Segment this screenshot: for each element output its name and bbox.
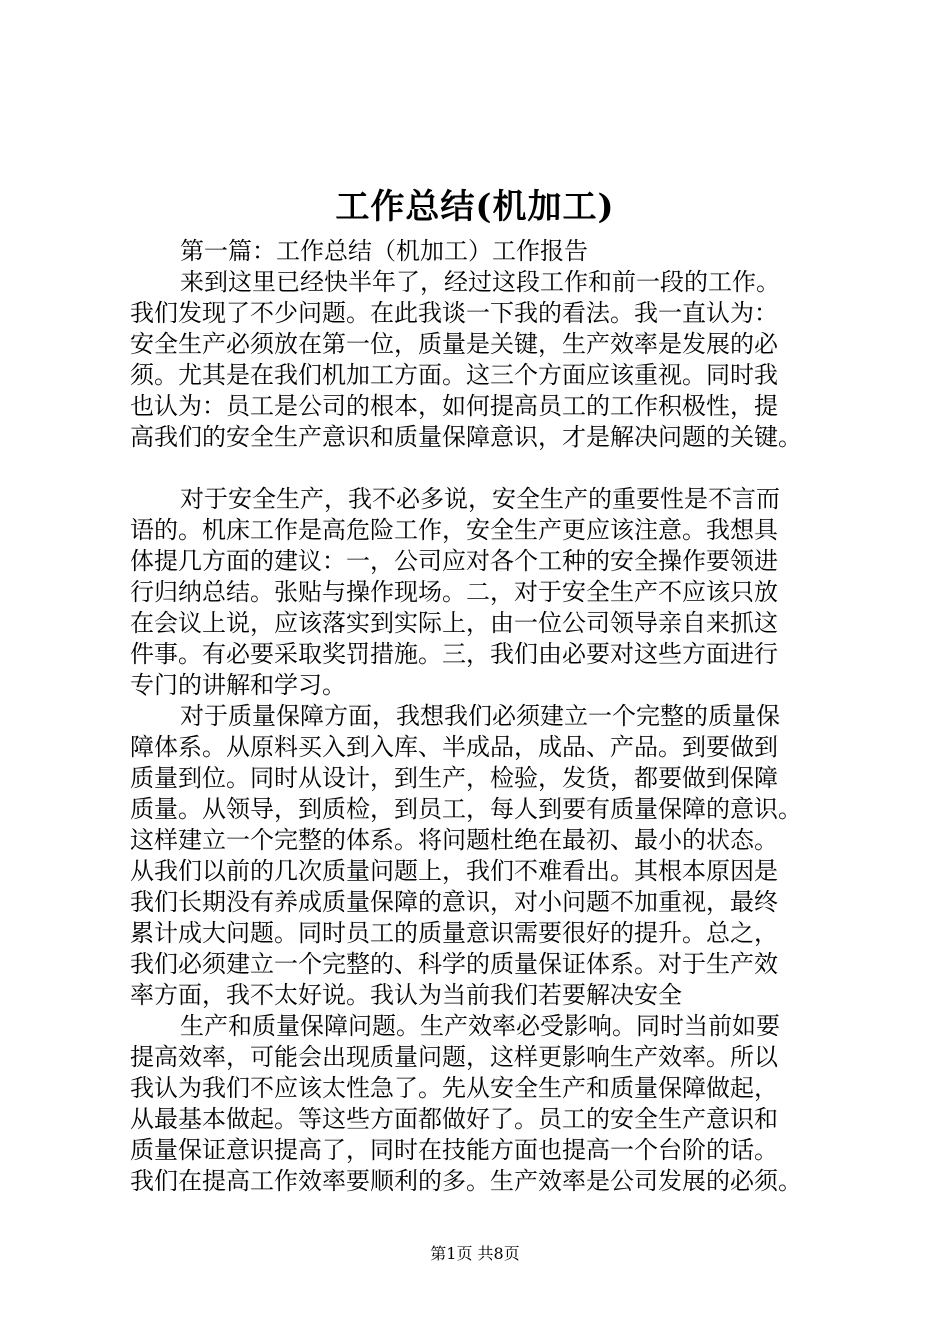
text-line: 质量到位。同时从设计，到生产，检验，发货，都要做到保障 (130, 764, 778, 792)
blank-line (130, 453, 830, 484)
text-line: 率方面，我不太好说。我认为当前我们若要解决安全 (130, 981, 682, 1009)
text-line: 我认为我们不应该太性急了。先从安全生产和质量保障做起， (130, 1074, 778, 1102)
text-line: 对于质量保障方面，我想我们必须建立一个完整的质量保 (180, 702, 780, 730)
text-line: 障体系。从原料买入到入库、半成品，成品、产品。到要做到 (130, 733, 778, 761)
text-line: 专门的讲解和学习。 (130, 671, 346, 699)
text-line: 我们长期没有养成质量保障的意识，对小问题不加重视，最终 (130, 888, 778, 916)
text-line: 件事。有必要采取奖罚措施。三，我们由必要对这些方面进行 (130, 640, 778, 668)
document-body (130, 236, 830, 1197)
text-line: 体提几方面的建议：一，公司应对各个工种的安全操作要领进 (130, 547, 778, 575)
text-line: 生产和质量保障问题。生产效率必受影响。同时当前如要 (180, 1012, 780, 1040)
text-line: 累计成大问题。同时员工的质量意识需要很好的提升。总之， (130, 919, 778, 947)
text-line: 从我们以前的几次质量问题上，我们不难看出。其根本原因是 (130, 857, 778, 885)
document-title: 工作总结(机加工) (335, 187, 615, 227)
text-line: 安全生产必须放在第一位，质量是关键，生产效率是发展的必 (130, 330, 778, 358)
text-line: 我们在提高工作效率要顺利的多。生产效率是公司发展的必须。 (130, 1167, 802, 1195)
text-line: 提高效率，可能会出现质量问题，这样更影响生产效率。所以 (130, 1043, 778, 1071)
text-line: 也认为：员工是公司的根本，如何提高员工的工作积极性，提 (130, 392, 778, 420)
text-line: 行归纳总结。张贴与操作现场。二，对于安全生产不应该只放 (130, 578, 778, 606)
text-line: 对于安全生产，我不必多说，安全生产的重要性是不言而 (180, 485, 780, 513)
text-line: 语的。机床工作是高危险工作，安全生产更应该注意。我想具 (130, 516, 778, 544)
text-line: 第一篇：工作总结（机加工）工作报告 (180, 237, 588, 265)
text-line: 来到这里已经快半年了，经过这段工作和前一段的工作。 (180, 268, 780, 296)
text-line: 质量保证意识提高了，同时在技能方面也提高一个台阶的话。 (130, 1136, 778, 1164)
text-line: 须。尤其是在我们机加工方面。这三个方面应该重视。同时我 (130, 361, 778, 389)
text-line: 我们发现了不少问题。在此我谈一下我的看法。我一直认为： (130, 299, 778, 327)
text-line: 质量。从领导，到质检，到员工，每人到要有质量保障的意识。 (130, 795, 802, 823)
text-line: 从最基本做起。等这些方面都做好了。员工的安全生产意识和 (130, 1105, 778, 1133)
page-footer: 第1页 共8页 (430, 1244, 520, 1263)
text-line: 高我们的安全生产意识和质量保障意识，才是解决问题的关键。 (130, 423, 802, 451)
text-line: 在会议上说，应该落实到实际上，由一位公司领导亲自来抓这 (130, 609, 778, 637)
text-line: 我们必须建立一个完整的、科学的质量保证体系。对于生产效 (130, 950, 778, 978)
text-line: 这样建立一个完整的体系。将问题杜绝在最初、最小的状态。 (130, 826, 778, 854)
